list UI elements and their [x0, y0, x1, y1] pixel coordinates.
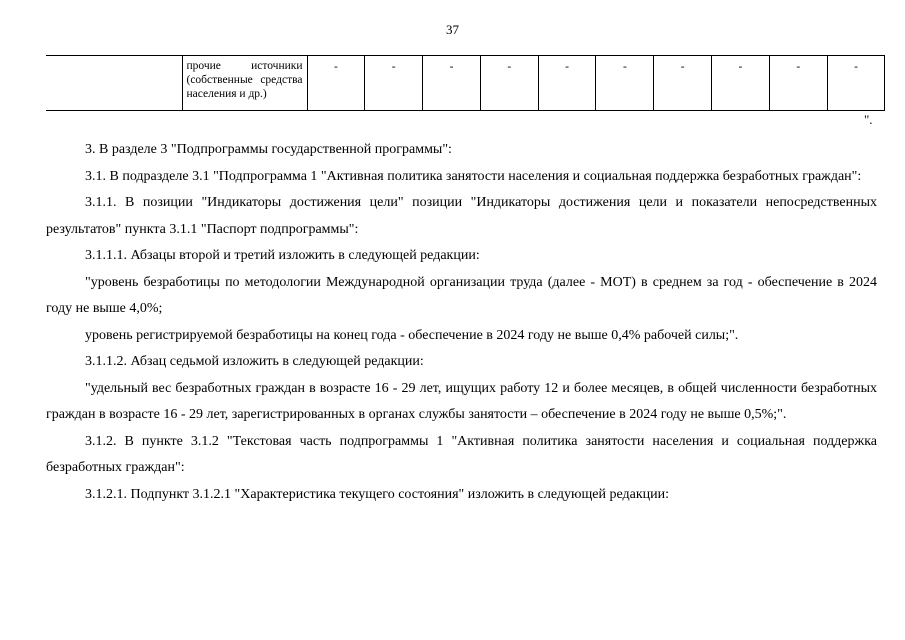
- paragraph: 3.1. В подразделе 3.1 "Подпрограмма 1 "Активная политика занятости населения и социальная поддержка безработных граждан":: [85, 168, 862, 184]
- table-cell: -: [827, 56, 885, 111]
- paragraph: "уровень безработицы по методологии Международной организации труда (далее - МОТ) в среднем за год - обеспечение в 2024 году не выше 4,0%;: [46, 274, 877, 316]
- document-body: [46, 137, 877, 508]
- table-empty-cell: [46, 56, 182, 111]
- paragraph: 3.1.1.1. Абзацы второй и третий изложить в следующей редакции:: [85, 248, 480, 263]
- table-cell: -: [423, 56, 481, 111]
- funding-sources-table: [46, 55, 885, 111]
- paragraph: 3.1.2.1. Подпункт 3.1.2.1 "Характеристика текущего состояния" изложить в следующей редакции:: [85, 486, 669, 502]
- paragraph: 3.1.2. В пункте 3.1.2 "Текстовая часть подпрограммы 1 "Активная политика занятости населения и социальная поддержка безработных граждан":: [46, 433, 877, 475]
- table-cell: -: [596, 56, 654, 111]
- table-cell: -: [769, 56, 827, 111]
- table-cell: -: [307, 56, 365, 111]
- paragraph: "удельный вес безработных граждан в возрасте 16 - 29 лет, ищущих работу 12 и более месяцев, в общей численности безработных граждан в возрасте 16 - 29 лет, зарегистрированных в органах службы занятости – обеспечение в 2024 году не выше 0,5%;".: [46, 380, 877, 422]
- table-cell: -: [365, 56, 423, 111]
- table-cell: -: [654, 56, 712, 111]
- table-row: [46, 56, 885, 111]
- closing-quote: ".: [864, 112, 873, 127]
- table-cell: -: [480, 56, 538, 111]
- paragraph: 3.1.1. В позиции "Индикаторы достижения цели" позиции "Индикаторы достижения цели и показатели непосредственных результатов" пункта 3.1.1 "Паспорт подпрограммы":: [46, 195, 877, 237]
- table-cell: -: [712, 56, 770, 111]
- paragraph: уровень регистрируемой безработицы на конец года - обеспечение в 2024 году не выше 0,4% рабочей силы;".: [85, 327, 739, 343]
- paragraph: 3.1.1.2. Абзац седьмой изложить в следующей редакции:: [85, 354, 424, 369]
- page-number: 37: [446, 22, 459, 37]
- table-row-label: прочие источники (собственные средства населения и др.): [182, 56, 307, 111]
- paragraph: 3. В разделе 3 "Подпрограммы государственной программы":: [85, 142, 452, 157]
- table-cell: -: [538, 56, 596, 111]
